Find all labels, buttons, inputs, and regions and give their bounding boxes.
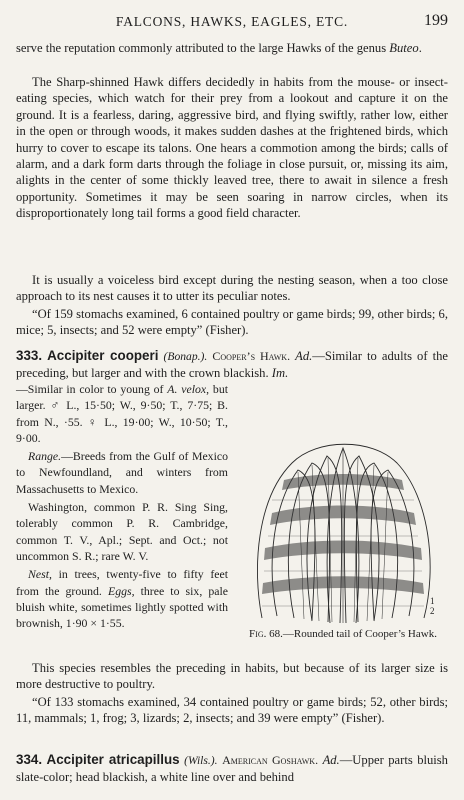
figure-caption-text: —Rounded tail of Cooper’s Hawk.	[282, 628, 437, 640]
immature-description: —Similar in color to young of A. velox, but larger. ♂ L., 15·50; W., 9·50; T., 7·75; B. from N., ·55. ♀ L., 19·00; W., 10·50; T., 9·00.	[16, 382, 228, 445]
adult-label: Ad.	[322, 753, 340, 767]
species-authority: (Wils.).	[184, 754, 218, 767]
male-symbol: ♂	[50, 398, 62, 413]
intro-text: serve the reputation commonly attributed to the large Hawks of the genus	[16, 41, 387, 55]
figure-label-1: 1	[430, 596, 435, 606]
range-text: —Breeds from the Gulf of Mexico to Newfoundland, and winters from Massachusetts to Mexico.	[16, 449, 228, 496]
species-common-name: American Goshawk.	[222, 753, 319, 767]
species-333-details	[16, 381, 228, 631]
stomach-paragraph: “Of 159 stomachs examined, 6 contained poultry or game birds; 99, other birds; 6, mice; 5, insects; and 52 were empty” (Fisher).	[16, 307, 448, 338]
species-authority: (Bonap.).	[163, 350, 208, 363]
figure-label-2: 2	[430, 606, 435, 616]
species-common-name: Cooper’s Hawk.	[212, 349, 291, 363]
range-section	[16, 448, 228, 497]
figure-number: Fig. 68.	[249, 628, 283, 640]
species-scientific-name: Accipiter cooperi	[47, 348, 159, 363]
genus-name: Buteo	[389, 41, 419, 55]
habits-paragraph: The Sharp-shinned Hawk differs decidedly in habits from the mouse- or insect-eating species, which watch for their prey from a lookout and capture it on the ground. It is a fearless, daring, aggressive bird, and flying swiftly, rather low, either in the open or through woods, it makes sudden dashes at the frightened birds, which hurry to cover to escape its talons. One hears a commotion among the birds; calls of alarm, and a dark form darts through the foliage in close pursuit, or, missing its aim, alights in the center of some thickly leaved tree, there to await in silence a fresh opportunity. Sometimes it may be seen soaring in narrow circles, when its disproportionately long tail forms a good field character.	[16, 75, 448, 221]
intro-paragraph-continued: serve the reputation commonly attributed to the large Hawks of the genus Buteo.	[16, 41, 422, 55]
species-333-stomach: “Of 133 stomachs examined, 34 contained poultry or game birds; 52, other birds; 11, mammals; 1, frog; 3, lizards; 2, insects; and 39 were empty” (Fisher).	[16, 695, 448, 726]
eggs-label: Eggs,	[107, 583, 135, 598]
species-333-heading	[16, 348, 448, 382]
species-333-habits: This species resembles the preceding in habits, but because of its larger size is more destructive to poultry.	[16, 661, 448, 692]
male-measurements: L., 15·50; W., 9·50; T., 7·75; B. from N., ·55.	[16, 398, 228, 429]
species-334-heading	[16, 752, 448, 786]
nest-section	[16, 566, 228, 631]
eggs-text: three to six, pale bluish white, sometimes lightly spotted with brownish, 1·90 × 1·55.	[16, 583, 228, 631]
voice-paragraph: It is usually a voiceless bird except during the nesting season, when a too close approach to its nest causes it to utter its peculiar notes.	[16, 273, 448, 304]
female-measurements: L., 19·00; W., 10·50; T., 9·00.	[16, 414, 228, 445]
adult-description: —Upper parts bluish slate-color; head blackish, a white line over and behind	[16, 753, 448, 785]
nest-text: in trees, twenty-five to fifty feet from the ground.	[16, 567, 228, 598]
page-number: 199	[424, 12, 448, 29]
tail-figure	[232, 408, 454, 638]
range-label: Range.	[28, 449, 62, 464]
species-scientific-name: Accipiter atricapillus	[46, 752, 180, 767]
figure-caption	[232, 628, 454, 640]
immature-label: Im.	[271, 366, 289, 381]
species-number: 333.	[16, 348, 43, 363]
adult-label: Ad.	[295, 349, 313, 363]
adult-description: —Similar to adults of the preceding, but larger and with the crown blackish.	[16, 349, 448, 381]
tail-feathers-illustration	[232, 408, 454, 633]
female-symbol: ♀	[87, 414, 100, 429]
species-number: 334.	[16, 752, 43, 767]
local-records: Washington, common P. R. Sing Sing, tolerably common P. R. Cambridge, common T. V., Apl.; Sept. and Oct.; not uncommon S. R.; rare W. V.	[16, 500, 228, 563]
running-title: FALCONS, HAWKS, EAGLES, ETC.	[115, 14, 349, 29]
page-header	[16, 14, 448, 34]
nest-label: Nest,	[28, 567, 52, 582]
